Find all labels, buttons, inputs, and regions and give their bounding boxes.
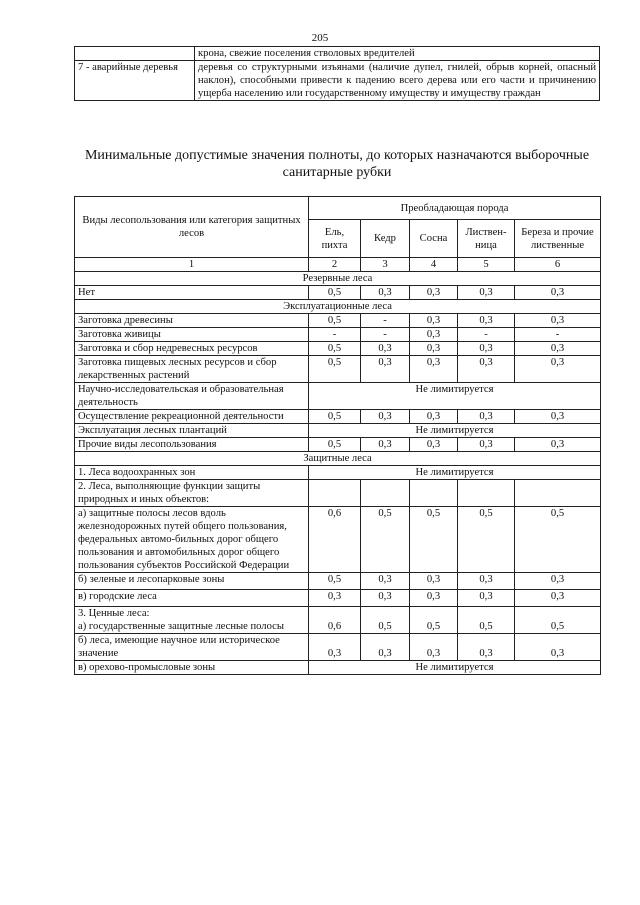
value-cell: - — [458, 328, 515, 342]
empty-cell — [458, 480, 515, 507]
row-label: Нет — [75, 286, 309, 300]
value-cell: 0,3 — [410, 590, 458, 607]
row-label: Заготовка пищевых лесных ресурсов и сбор лекарственных растений — [75, 356, 309, 383]
value-cell: 0,3 — [458, 634, 515, 661]
value-cell: 0,3 — [309, 634, 361, 661]
table-row — [75, 634, 601, 661]
table-row — [75, 590, 601, 607]
value-cell: 0,3 — [361, 356, 410, 383]
table-cell: 7 - аварийные деревья — [75, 61, 195, 101]
row-label: б) леса, имеющие научное или историческое значение — [75, 634, 309, 661]
table-row — [75, 480, 601, 507]
value-cell: 0,5 — [458, 607, 515, 634]
not-limited-cell: Не лимитируется — [309, 383, 601, 410]
row-label: в) городские леса — [75, 590, 309, 607]
table-row — [75, 466, 601, 480]
value-cell: 0,3 — [515, 590, 601, 607]
value-cell: 0,3 — [410, 286, 458, 300]
value-cell: 0,3 — [410, 356, 458, 383]
empty-cell — [361, 480, 410, 507]
value-cell: 0,5 — [361, 607, 410, 634]
empty-cell — [515, 480, 601, 507]
value-cell: 0,3 — [361, 410, 410, 424]
value-cell: 0,6 — [309, 507, 361, 573]
value-cell: 0,5 — [309, 286, 361, 300]
table-row — [75, 607, 601, 634]
row-label: Осуществление рекреационной деятельности — [75, 410, 309, 424]
header-species-group: Преобладающая порода — [309, 197, 601, 220]
value-cell: 0,3 — [361, 342, 410, 356]
value-cell: 0,3 — [458, 590, 515, 607]
row-label-line: а) государственные защитные лесные полосы — [78, 621, 284, 632]
header-species: Сосна — [410, 220, 458, 258]
row-label: Прочие виды лесопользования — [75, 438, 309, 452]
value-cell: 0,3 — [410, 314, 458, 328]
value-cell: - — [309, 328, 361, 342]
value-cell: 0,3 — [515, 342, 601, 356]
value-cell: 0,3 — [458, 342, 515, 356]
value-cell: 0,3 — [458, 314, 515, 328]
value-cell: 0,3 — [458, 573, 515, 590]
empty-cell — [309, 480, 361, 507]
page-number: 205 — [311, 32, 329, 44]
col-number: 4 — [410, 258, 458, 272]
col-number: 6 — [515, 258, 601, 272]
row-label: Заготовка древесины — [75, 314, 309, 328]
row-label: Заготовка и сбор недревесных ресурсов — [75, 342, 309, 356]
value-cell: 0,3 — [361, 286, 410, 300]
value-cell: 0,5 — [309, 573, 361, 590]
empty-cell — [410, 480, 458, 507]
row-label: Научно-исследовательская и образовательная деятельность — [75, 383, 309, 410]
value-cell: 0,3 — [458, 286, 515, 300]
value-cell: 0,5 — [309, 438, 361, 452]
value-cell: - — [361, 328, 410, 342]
section-title: Защитные леса — [75, 452, 601, 466]
table-row — [75, 661, 601, 675]
section-row — [75, 300, 601, 314]
table-row — [75, 424, 601, 438]
column-number-row — [75, 258, 601, 272]
value-cell: - — [361, 314, 410, 328]
fullness-table — [74, 196, 601, 675]
value-cell: 0,5 — [361, 507, 410, 573]
row-label-line: 3. Ценные леса: — [78, 608, 150, 619]
table-heading: Минимальные допустимые значения полноты, до которых назначаются выборочные санитарные рубки — [84, 148, 590, 180]
top-table — [74, 46, 600, 101]
row-label — [75, 607, 309, 634]
section-row — [75, 452, 601, 466]
table-row — [75, 356, 601, 383]
row-label: б) зеленые и лесопарковые зоны — [75, 573, 309, 590]
table-row — [75, 342, 601, 356]
value-cell: 0,3 — [361, 590, 410, 607]
value-cell: 0,3 — [361, 438, 410, 452]
value-cell: 0,5 — [410, 507, 458, 573]
header-species: Кедр — [361, 220, 410, 258]
not-limited-cell: Не лимитируется — [309, 661, 601, 675]
value-cell: 0,3 — [410, 328, 458, 342]
row-label: Заготовка живицы — [75, 328, 309, 342]
value-cell: 0,3 — [515, 410, 601, 424]
value-cell: 0,5 — [309, 410, 361, 424]
value-cell: 0,3 — [410, 342, 458, 356]
table-row — [75, 573, 601, 590]
table-cell: крона, свежие поселения стволовых вредителей — [195, 47, 600, 61]
row-label: а) защитные полосы лесов вдоль железнодорожных путей общего пользования, федеральных автомо-бильных дорог общего пользования и автомобильных дорог общего пользования субъектов Российской Федерации — [75, 507, 309, 573]
value-cell: 0,3 — [515, 356, 601, 383]
table-row — [75, 314, 601, 328]
value-cell: 0,3 — [361, 634, 410, 661]
value-cell: 0,3 — [309, 590, 361, 607]
table-row — [75, 507, 601, 573]
value-cell: 0,5 — [515, 607, 601, 634]
value-cell: 0,3 — [361, 573, 410, 590]
not-limited-cell: Не лимитируется — [309, 466, 601, 480]
table-row — [75, 286, 601, 300]
value-cell: 0,3 — [515, 314, 601, 328]
value-cell: 0,5 — [309, 314, 361, 328]
value-cell: 0,5 — [410, 607, 458, 634]
value-cell: - — [515, 328, 601, 342]
section-title: Резервные леса — [75, 272, 601, 286]
value-cell: 0,3 — [515, 573, 601, 590]
row-label: в) орехово-промысловые зоны — [75, 661, 309, 675]
table-row — [75, 61, 600, 101]
value-cell: 0,3 — [410, 634, 458, 661]
value-cell: 0,3 — [515, 634, 601, 661]
col-number: 2 — [309, 258, 361, 272]
table-cell — [75, 47, 195, 61]
value-cell: 0,5 — [515, 507, 601, 573]
value-cell: 0,3 — [410, 573, 458, 590]
row-label: 1. Леса водоохранных зон — [75, 466, 309, 480]
value-cell: 0,3 — [410, 438, 458, 452]
col-number: 1 — [75, 258, 309, 272]
value-cell: 0,3 — [515, 438, 601, 452]
table-cell: деревья со структурными изъянами (наличие дупел, гнилей, обрыв корней, опасный наклон), способными привести к падению всего дерева или его части и причинению ущерба населению или государственному имуществу и имуществу граждан — [195, 61, 600, 101]
value-cell: 0,5 — [458, 507, 515, 573]
header-species: Листвен-ница — [458, 220, 515, 258]
table-row — [75, 438, 601, 452]
header-activity: Виды лесопользования или категория защитных лесов — [75, 197, 309, 258]
header-species: Ель, пихта — [309, 220, 361, 258]
section-row — [75, 272, 601, 286]
value-cell: 0,3 — [410, 410, 458, 424]
value-cell: 0,3 — [458, 356, 515, 383]
value-cell: 0,6 — [309, 607, 361, 634]
section-title: Эксплуатационные леса — [75, 300, 601, 314]
value-cell: 0,5 — [309, 342, 361, 356]
value-cell: 0,5 — [309, 356, 361, 383]
not-limited-cell: Не лимитируется — [309, 424, 601, 438]
table-row — [75, 410, 601, 424]
row-label: 2. Леса, выполняющие функции защиты природных и иных объектов: — [75, 480, 309, 507]
header-species: Береза и прочие лиственные — [515, 220, 601, 258]
value-cell: 0,3 — [458, 438, 515, 452]
col-number: 5 — [458, 258, 515, 272]
value-cell: 0,3 — [458, 410, 515, 424]
col-number: 3 — [361, 258, 410, 272]
table-row — [75, 328, 601, 342]
table-row — [75, 47, 600, 61]
header-row — [75, 197, 601, 220]
table-row — [75, 383, 601, 410]
value-cell: 0,3 — [515, 286, 601, 300]
row-label: Эксплуатация лесных плантаций — [75, 424, 309, 438]
